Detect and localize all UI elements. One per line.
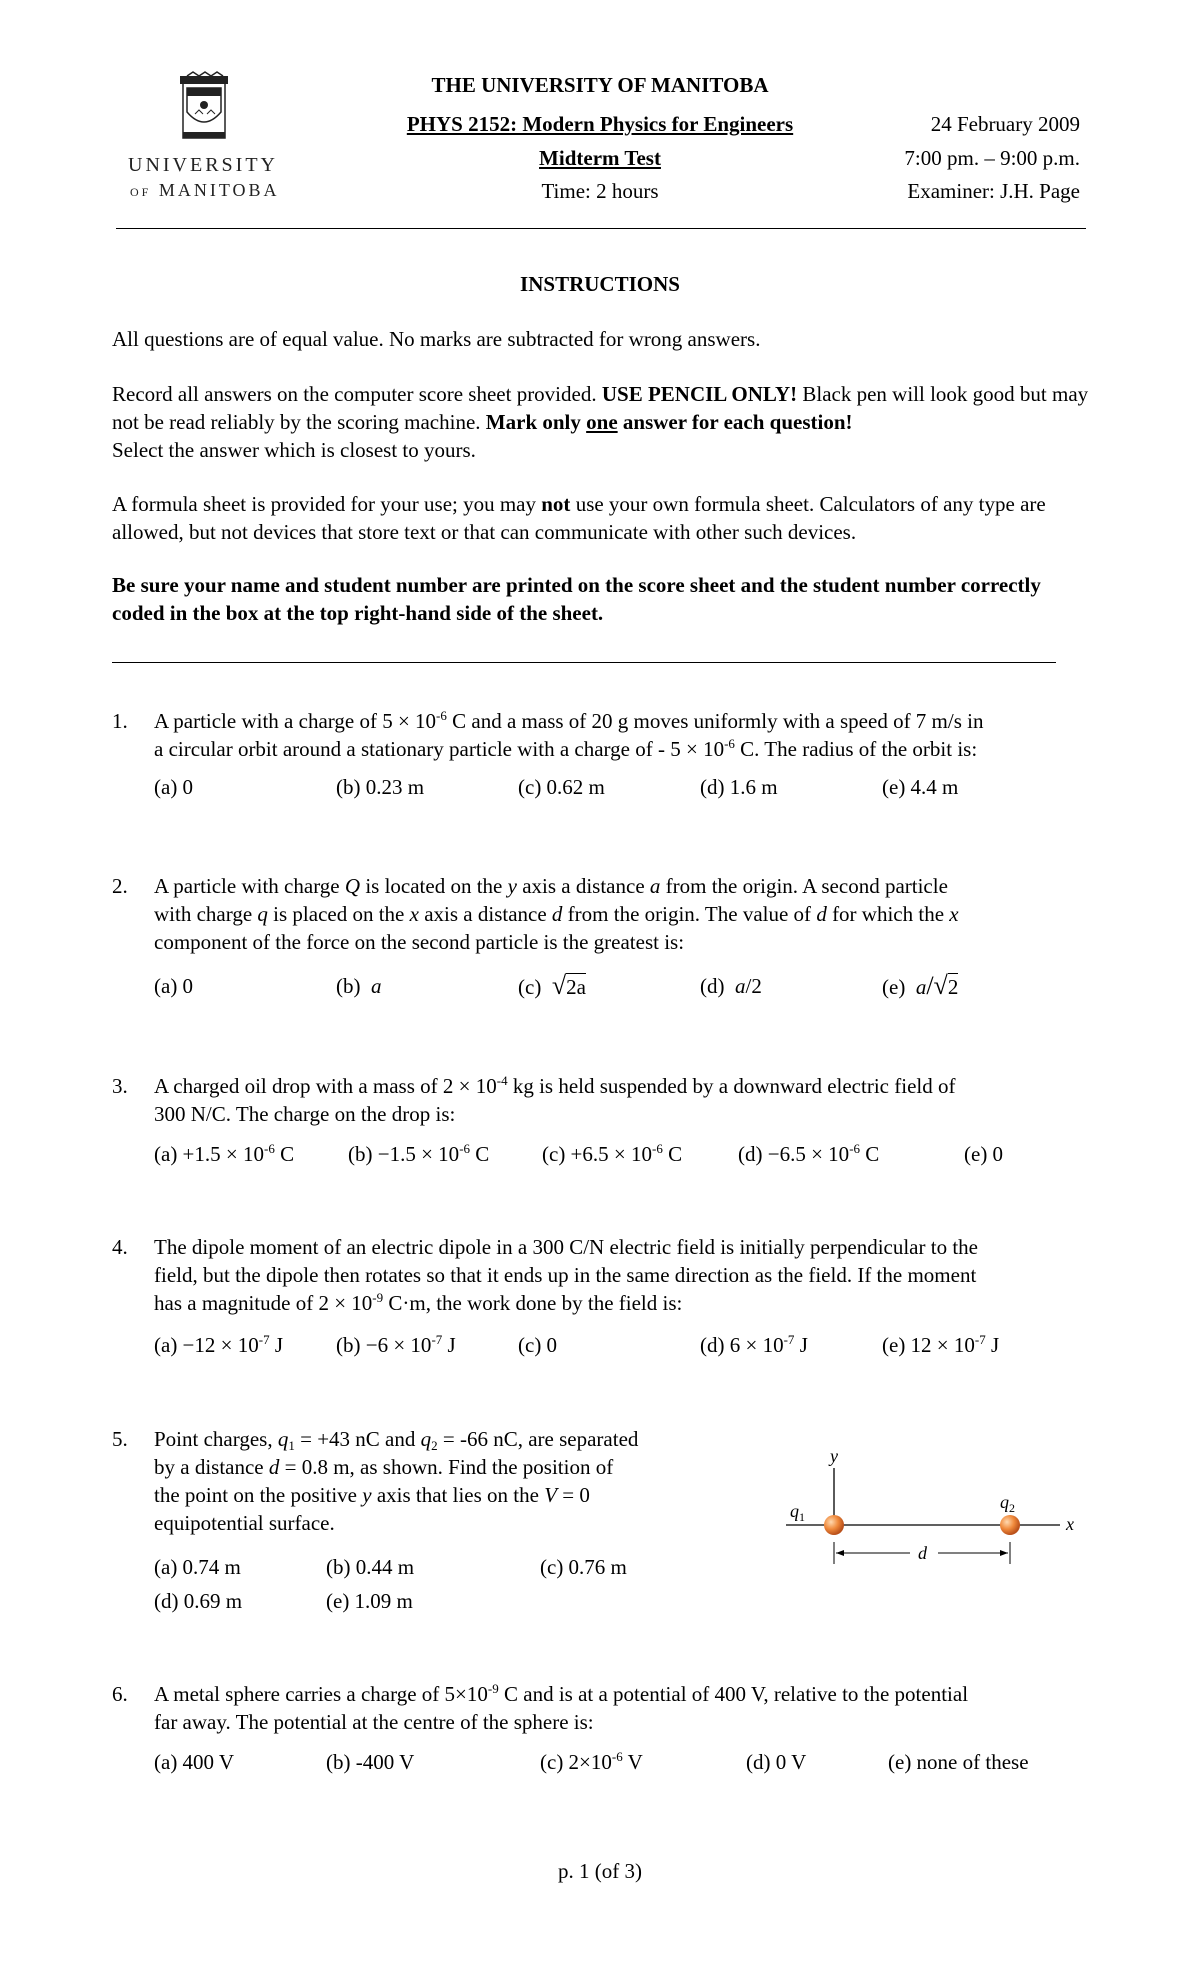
question-text-line: far away. The potential at the centre of the sphere is: (154, 1710, 594, 1734)
question-number: 4. (112, 1235, 128, 1259)
choice-b: (b) 0.23 m (336, 775, 425, 799)
page-number: p. 1 (of 3) (558, 1859, 642, 1883)
instructions-paragraph-1: All questions are of equal value. No marks are subtracted for wrong answers. (112, 327, 761, 351)
choice-d: (d) a/2 (700, 974, 762, 998)
question-number: 2. (112, 874, 128, 898)
choice-c: (c) 0 (518, 1333, 558, 1357)
choice-e: (e) none of these (888, 1750, 1029, 1774)
charge-q2 (1000, 1515, 1020, 1535)
q2-label: $q_2$ (1000, 1492, 1015, 1515)
exam-date: 24 February 2009 (930, 112, 1080, 136)
choice-a: (a) 0.74 m (154, 1555, 241, 1579)
choice-b: (b) a (336, 974, 382, 998)
choice-d: (d) $6 \times 10^{-7}$ J (700, 1332, 808, 1357)
question-text-line: the point on the positive y axis that lies on the V = 0 (154, 1483, 590, 1507)
university-crest-icon (120, 70, 290, 150)
choice-e: (e) 4.4 m (882, 775, 959, 799)
question-text-line: with charge q is placed on the x axis a distance d from the origin. The value of d for which the x (154, 902, 959, 926)
choice-b: (b) -400 V (326, 1750, 415, 1774)
x-axis-label: x (1066, 1514, 1074, 1534)
choice-b: (b) 0.44 m (326, 1555, 415, 1579)
charge-q1 (824, 1515, 844, 1535)
choice-e: (e) 0 (964, 1142, 1004, 1166)
instructions-paragraph-3: A formula sheet is provided for your use; you may not use your own formula sheet. Calculators of any type are allowed, but not devices that store text or that can communicate with other such devices. (112, 492, 1046, 544)
question-text-line: a circular orbit around a stationary particle with a charge of - $5 \times 10^{-6}$ C. The radius of the orbit is: (154, 736, 978, 761)
choice-c: (c) 0.62 m (518, 775, 605, 799)
question-number: 5. (112, 1427, 128, 1451)
choice-c: $(c) +6.5 \times 10^{-6}$ C (542, 1141, 683, 1166)
question-number: 3. (112, 1074, 128, 1098)
instructions-paragraph-2: Record all answers on the computer score sheet provided. USE PENCIL ONLY! Black pen will look good but may not be read reliably by the scoring machine. Mark only one answer for each question! Select the answer which is closest to yours. (112, 382, 1089, 462)
choice-d: (d) 1.6 m (700, 775, 778, 799)
question-text-line: 300 N/C. The charge on the drop is: (154, 1102, 456, 1126)
university-logo (120, 70, 290, 210)
choice-c: (c) 0.76 m (540, 1555, 627, 1579)
choice-a: $(a) -12 \times 10^{-7}$ J (154, 1332, 284, 1357)
instructions-divider (112, 662, 1056, 663)
test-duration: Time: 2 hours (541, 179, 659, 203)
header-divider (116, 228, 1086, 229)
question-text-line: A metal sphere carries a charge of $5\times 10^{-9}$ C and is at a potential of 400 V, relative to the potential (154, 1681, 969, 1706)
choice-b: $(b) -1.5 \times 10^{-6}$ C (348, 1141, 490, 1166)
choice-a: (a) 0 (154, 974, 194, 998)
question-text-line: component of the force on the second particle is the greatest is: (154, 930, 685, 954)
choice-b: $(b) -6 \times 10^{-7}$ J (336, 1332, 456, 1357)
examiner: Examiner: J.H. Page (907, 179, 1080, 203)
choice-e: (e) a/√2 (882, 971, 959, 1000)
y-axis-label: y (830, 1446, 838, 1466)
question-text-line: by a distance d = 0.8 m, as shown. Find the position of (154, 1455, 614, 1479)
choice-c: (c) $2\times 10^{-6}$ V (540, 1749, 643, 1774)
choice-a: (a) 400 V (154, 1750, 235, 1774)
charges-diagram (770, 1440, 1090, 1590)
arrowhead-left (836, 1550, 844, 1556)
instructions-title: INSTRUCTIONS (520, 272, 680, 296)
question-number: 1. (112, 709, 128, 733)
choice-a: (a) 0 (154, 775, 194, 799)
choice-e: (e) 1.09 m (326, 1589, 413, 1613)
q1-label: $q_1$ (790, 1501, 805, 1524)
choice-d: (d) 0.69 m (154, 1589, 243, 1613)
choice-c: (c) √2a (518, 971, 586, 1000)
question-text-line: A particle with a charge of $5 \times 10^{-6}$ C and a mass of 20 g moves uniformly with a speed of 7 m/s in (154, 708, 984, 733)
distance-label: d (918, 1543, 927, 1563)
choice-a: $(a) +1.5 \times 10^{-6}$ C (154, 1141, 295, 1166)
choice-d: (d) 0 V (746, 1750, 807, 1774)
question-text-line: has a magnitude of $2 \times 10^{-9}$ C·m, the work done by the field is: (154, 1290, 683, 1315)
question-text-line: Point charges, $q_1 = +43$ nC and $q_2 = -66$ nC, are separated (154, 1427, 639, 1453)
question-text-line: The dipole moment of an electric dipole in a 300 C/N electric field is initially perpendicular to the (154, 1235, 978, 1259)
choice-d: $(d) -6.5 \times 10^{-6}$ C (738, 1141, 880, 1166)
question-number: 6. (112, 1682, 128, 1706)
course-title: PHYS 2152: Modern Physics for Engineers (406, 112, 794, 136)
logo-line-university: UNIVERSITY (128, 154, 278, 176)
exam-hours: 7:00 pm. – 9:00 p.m. (904, 146, 1080, 170)
instructions-paragraph-4: Be sure your name and student number are printed on the score sheet and the student number correctly coded in the box at the top right-hand side of the sheet. (112, 573, 1041, 625)
university-title: THE UNIVERSITY OF MANITOBA (431, 73, 769, 97)
question-text-line: A charged oil drop with a mass of $2 \times 10^{-4}$ kg is held suspended by a downward electric field of (154, 1073, 956, 1098)
question-text-line: A particle with charge Q is located on the y axis a distance a from the origin. A second particle (154, 874, 948, 898)
test-title: Midterm Test (539, 146, 661, 170)
arrowhead-right (1000, 1550, 1008, 1556)
question-text-line: equipotential surface. (154, 1511, 335, 1535)
logo-line-manitoba: OF MANITOBA (130, 180, 280, 200)
choice-e: (e) $12 \times 10^{-7}$ J (882, 1332, 1000, 1357)
question-text-line: field, but the dipole then rotates so that it ends up in the same direction as the field. If the moment (154, 1263, 977, 1287)
